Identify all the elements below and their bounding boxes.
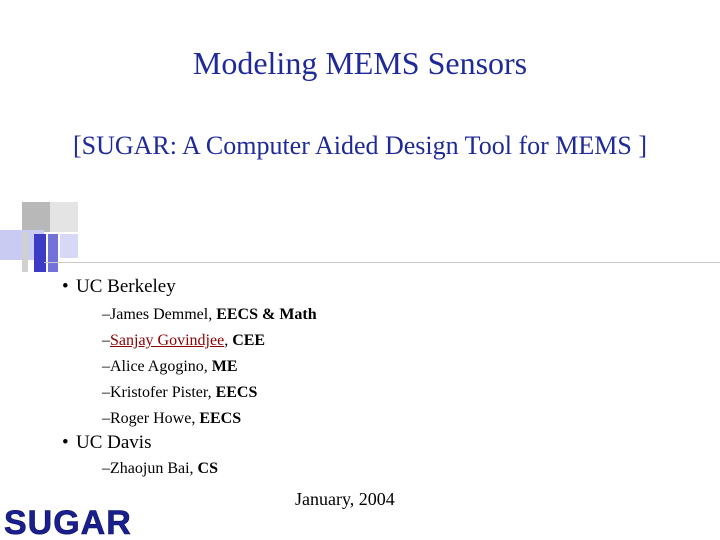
deco-blue	[34, 234, 46, 272]
slide-subtitle: [SUGAR: A Computer Aided Design Tool for MEMS ]	[72, 131, 648, 160]
person-name-link[interactable]: Sanjay Govindjee	[110, 332, 225, 349]
person-item: –Sanjay Govindjee, CEE	[102, 332, 266, 349]
section-heading-uc-davis: • UC Davis	[62, 432, 152, 453]
person-item: –Roger Howe, EECS	[102, 410, 242, 427]
deco-gray-vertical	[22, 232, 28, 272]
divider-rule	[44, 262, 720, 263]
deco-gray-large	[22, 202, 50, 232]
person-item: –Kristofer Pister, EECS	[102, 384, 258, 401]
section-heading-uc-berkeley: • UC Berkeley	[62, 276, 176, 297]
affiliation-list	[62, 276, 317, 486]
deco-gray-light	[50, 202, 78, 232]
person-item: –Alice Agogino, ME	[102, 358, 238, 375]
deco-blue-pale	[60, 234, 78, 258]
person-item: –James Demmel, EECS & Math	[102, 306, 317, 323]
sugar-logo	[2, 503, 162, 539]
slide-title: Modeling MEMS Sensors	[192, 45, 528, 81]
presentation-date: January, 2004	[295, 489, 395, 509]
person-item: –Zhaojun Bai, CS	[102, 460, 218, 477]
deco-blue-mid	[48, 234, 58, 272]
sugar-logo-text: SUGAR	[4, 504, 132, 539]
